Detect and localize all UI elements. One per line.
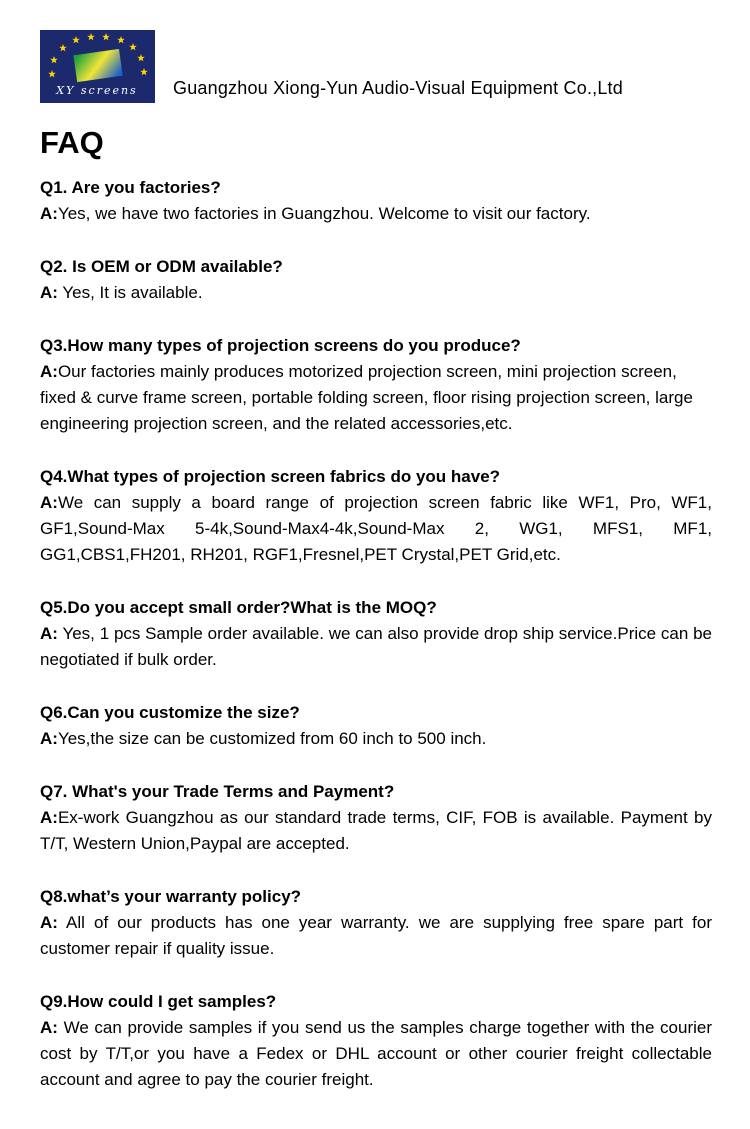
faq-item <box>40 254 712 306</box>
answer-text: Our factories mainly produces motorized projection screen, mini projection screen, fixed & curve frame screen, portable folding screen, floor rising projection screen, large engineering projection screen, and the related accessories,etc. <box>40 362 693 433</box>
answer-text: We can provide samples if you send us the samples charge together with the courier cost by T/T,or you have a Fedex or DHL account or other courier freight collectable account and agree to pay the courier freight. <box>40 1018 712 1089</box>
faq-question: Q6.Can you customize the size? <box>40 703 300 722</box>
faq-answer <box>40 805 712 857</box>
answer-prefix: A: <box>40 283 58 302</box>
faq-item <box>40 464 712 568</box>
faq-item <box>40 884 712 962</box>
faq-question: Q8.what’s your warranty policy? <box>40 887 302 906</box>
answer-text: Yes, It is available. <box>57 283 203 302</box>
logo-brand-text: XY screens <box>56 84 138 97</box>
faq-answer <box>40 1015 712 1093</box>
faq-list <box>40 175 712 1093</box>
answer-prefix: A: <box>40 493 58 512</box>
answer-prefix: A: <box>40 729 58 748</box>
answer-text: We can supply a board range of projection screen fabric like WF1, Pro, WF1, GF1,Sound-Max 5-4k,Sound-Max4-4k,Sound-Max 2, WG1, MFS1, MF1, GG1,CBS1,FH201, RH201, RGF1,Fresnel,PET Crystal,PET Grid,etc. <box>40 493 712 564</box>
logo-graphic <box>40 30 155 103</box>
answer-text: Yes, 1 pcs Sample order available. we can also provide drop ship service.Price can be negotiated if bulk order. <box>40 624 712 669</box>
faq-answer <box>40 201 712 227</box>
faq-answer <box>40 726 712 752</box>
faq-item <box>40 175 712 227</box>
faq-question: Q2. Is OEM or ODM available? <box>40 257 283 276</box>
answer-prefix: A: <box>40 362 58 381</box>
faq-answer <box>40 359 712 437</box>
faq-item <box>40 333 712 437</box>
page-title: FAQ <box>40 125 104 160</box>
faq-item <box>40 595 712 673</box>
page-header <box>40 30 712 103</box>
faq-answer <box>40 910 712 962</box>
faq-question: Q1. Are you factories? <box>40 178 221 197</box>
faq-item <box>40 779 712 857</box>
company-name: Guangzhou Xiong-Yun Audio-Visual Equipment Co.,Ltd <box>173 78 623 98</box>
answer-prefix: A: <box>40 808 58 827</box>
faq-answer <box>40 621 712 673</box>
answer-text: Ex-work Guangzhou as our standard trade terms, CIF, FOB is available. Payment by T/T, Western Union,Paypal are accepted. <box>40 808 712 853</box>
answer-text: Yes, we have two factories in Guangzhou. Welcome to visit our factory. <box>57 204 591 223</box>
answer-text: All of our products has one year warranty. we are supplying free spare part for customer repair if quality issue. <box>40 913 712 958</box>
faq-question: Q5.Do you accept small order?What is the MOQ? <box>40 598 437 617</box>
answer-prefix: A: <box>40 624 58 643</box>
answer-text: Yes,the size can be customized from 60 inch to 500 inch. <box>57 729 487 748</box>
faq-question: Q7. What's your Trade Terms and Payment? <box>40 782 395 801</box>
faq-item <box>40 989 712 1093</box>
faq-question: Q3.How many types of projection screens do you produce? <box>40 336 521 355</box>
answer-prefix: A: <box>40 913 58 932</box>
faq-answer <box>40 490 712 568</box>
answer-prefix: A: <box>40 204 58 223</box>
faq-question: Q9.How could I get samples? <box>40 992 277 1011</box>
answer-prefix: A: <box>40 1018 58 1037</box>
company-logo <box>40 30 155 103</box>
faq-question: Q4.What types of projection screen fabrics do you have? <box>40 467 501 486</box>
faq-item <box>40 700 712 752</box>
faq-answer <box>40 280 712 306</box>
